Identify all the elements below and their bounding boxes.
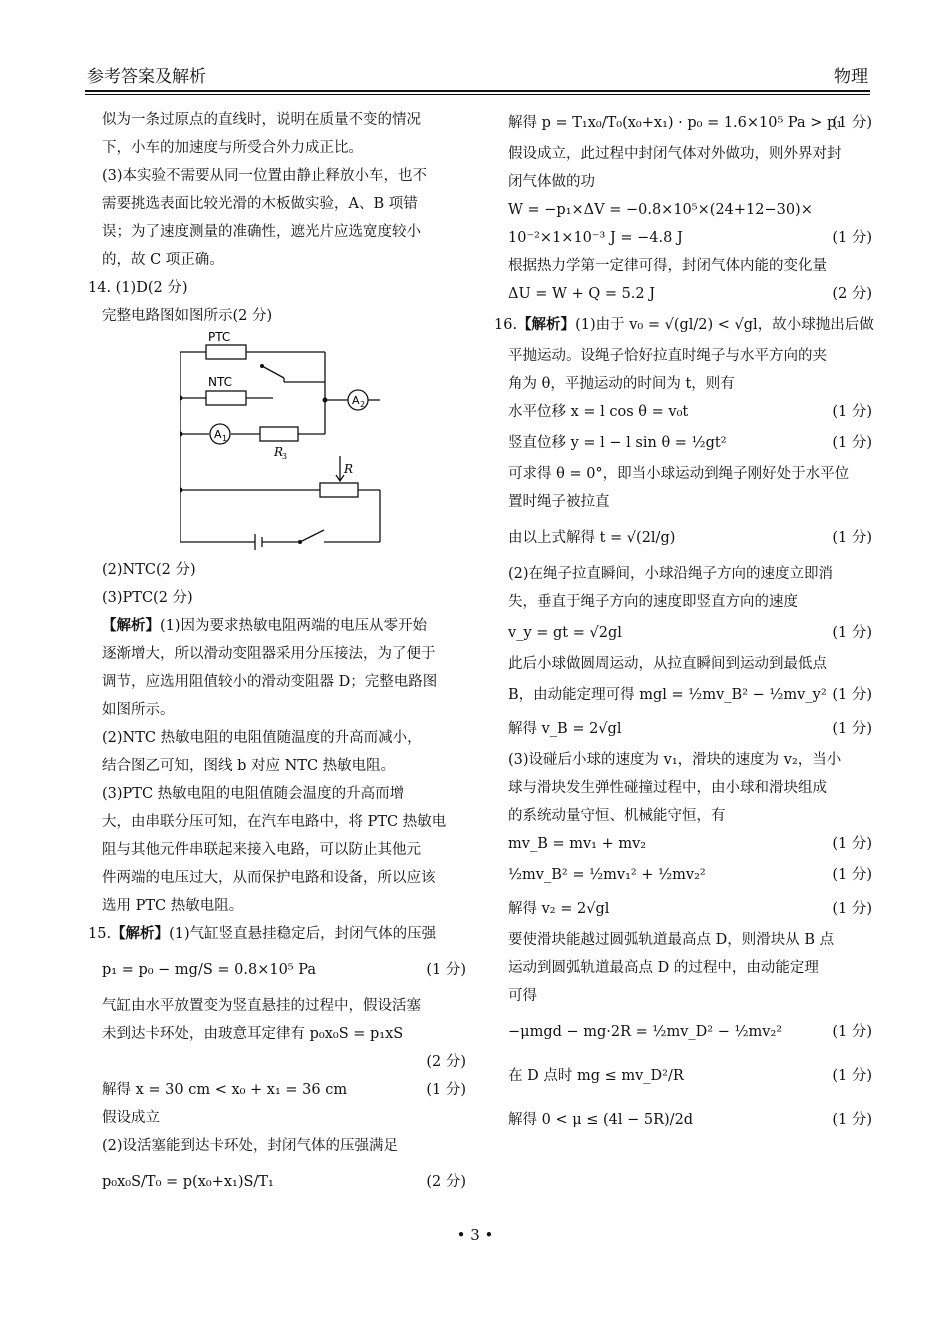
- explanation-tag: 【解析】: [102, 617, 160, 634]
- score: (1 分): [832, 1024, 872, 1040]
- circuit-diagram: [180, 330, 400, 556]
- score: (1 分): [832, 115, 872, 131]
- r3-label: R: [274, 445, 284, 459]
- text-line: (2)设活塞能到达卡环处，封闭气体的压强满足: [102, 1138, 399, 1154]
- page-number: • 3 •: [456, 1226, 494, 1244]
- text-line: 运动到圆弧轨道最高点 D 的过程中，由动能定理: [508, 960, 819, 976]
- text-line: 调节，应选用阻值较小的滑动变阻器 D；完整电路图: [102, 674, 438, 690]
- text-line: 逐渐增大，所以滑动变阻器采用分压接法，为了便于: [102, 646, 436, 662]
- text-line: 角为 θ，平抛运动的时间为 t，则有: [508, 376, 735, 392]
- score: (1 分): [832, 836, 872, 852]
- text-line: (2)NTC 热敏电阻的电阻值随温度的升高而减小，: [102, 730, 422, 746]
- r-label: R: [344, 462, 354, 476]
- text-line: 如图所示。: [102, 702, 175, 718]
- header-rule-thin: [85, 94, 870, 95]
- a2-sub: 2: [360, 400, 366, 409]
- text-line: 误；为了速度测量的准确性，遮光片应选宽度较小: [102, 224, 421, 240]
- text-line: 件两端的电压过大，从而保护电路和设备，所以应该: [102, 870, 436, 886]
- text-line: 可得: [508, 988, 537, 1004]
- equation-line: ΔU = W + Q = 5.2 J (2 分): [494, 280, 872, 308]
- left-column: [88, 106, 466, 1204]
- r3-resistor: [260, 427, 298, 441]
- text-line: 完整电路图如图所示(2 分): [102, 308, 273, 324]
- score: (2 分): [832, 286, 872, 302]
- question-16-heading: 16.【解析】(1)由于 v₀ = √(gl/2) < √gl，故小球抛出后做: [494, 316, 874, 333]
- header-title: 参考答案及解析: [87, 67, 206, 87]
- text-line: 可求得 θ = 0°，即当小球运动到绳子刚好处于水平位: [508, 466, 850, 482]
- score: (1 分): [832, 404, 872, 420]
- text-line: 平抛运动。设绳子恰好拉直时绳子与水平方向的夹: [508, 348, 827, 364]
- score: (1 分): [832, 901, 872, 917]
- text-line: 闭气体做的功: [508, 174, 595, 190]
- header-rule-thick: [85, 90, 870, 92]
- equation-line: 由以上式解得 t = √(2l/g) (1 分): [494, 516, 872, 560]
- text-line: 似为一条过原点的直线时，说明在质量不变的情况: [102, 112, 421, 128]
- ntc-resistor: [206, 391, 246, 405]
- page-header: [85, 60, 870, 88]
- equation-line: p₁ = p₀ − mg/S = 0.8×10⁵ Pa (1 分): [88, 948, 466, 992]
- a2-label: A: [352, 394, 360, 407]
- equation-line: B，由动能定理可得 mgl = ½mv_B² − ½mv_y² (1 分): [494, 678, 872, 712]
- score: (1 分): [832, 1112, 872, 1128]
- ptc-label: PTC: [208, 330, 231, 344]
- score: (1 分): [832, 435, 872, 451]
- equation-line: 解得 0 < μ ≤ (4l − 5R)/2d (1 分): [494, 1098, 872, 1142]
- equation-line: 水平位移 x = l cos θ = v₀t (1 分): [494, 398, 872, 426]
- text-line: 根据热力学第一定律可得，封闭气体内能的变化量: [508, 258, 827, 274]
- text-line: (2)在绳子拉直瞬间，小球沿绳子方向的速度立即消: [508, 566, 834, 582]
- text-line: 大，由串联分压可知，在汽车电路中，将 PTC 热敏电: [102, 814, 447, 830]
- equation-line: 10⁻²×1×10⁻³ J = −4.8 J (1 分): [494, 224, 872, 252]
- score: (1 分): [426, 1082, 466, 1098]
- score: (1 分): [832, 625, 872, 641]
- text-line: 假设成立: [102, 1110, 160, 1126]
- score: (2 分): [426, 1174, 466, 1190]
- score: (1 分): [832, 721, 872, 737]
- question-15-heading: 15.【解析】(1)气缸竖直悬挂稳定后，封闭气体的压强: [88, 925, 437, 942]
- answer-3: (3)PTC(2 分): [102, 590, 193, 606]
- text-line: 未到达卡环处，由玻意耳定律有 p₀x₀S = p₁xS: [102, 1026, 404, 1042]
- score: (1 分): [832, 687, 872, 703]
- equation-line: 解得 p = T₁x₀/T₀(x₀+x₁) · p₀ = 1.6×10⁵ Pa > p₁ (1 分): [494, 106, 872, 140]
- question-14-heading: 14. (1)D(2 分): [88, 280, 188, 296]
- ntc-label: NTC: [208, 375, 232, 389]
- text-line: 下，小车的加速度与所受合外力成正比。: [102, 140, 363, 156]
- text-line: (3)PTC 热敏电阻的电阻值随会温度的升高而增: [102, 786, 405, 802]
- score: (1 分): [426, 962, 466, 978]
- equation-line: 解得 v_B = 2√gl (1 分): [494, 712, 872, 746]
- equation-line: −μmgd − mg·2R = ½mv_D² − ½mv₂² (1 分): [494, 1010, 872, 1054]
- text-line: (3)设碰后小球的速度为 v₁，滑块的速度为 v₂，当小: [508, 752, 842, 768]
- text-line: 要使滑块能越过圆弧轨道最高点 D，则滑块从 B 点: [508, 932, 835, 948]
- equation-line: mv_B = mv₁ + mv₂ (1 分): [494, 830, 872, 858]
- circuit-svg: [180, 330, 400, 556]
- score: (2 分): [426, 1054, 466, 1070]
- equation-line: ½mv_B² = ½mv₁² + ½mv₂² (1 分): [494, 858, 872, 892]
- score: (1 分): [832, 230, 872, 246]
- rheostat: [320, 483, 358, 497]
- equation-line: 解得 x = 30 cm < x₀ + x₁ = 36 cm (1 分): [88, 1076, 466, 1104]
- text-line: 的，故 C 项正确。: [102, 252, 224, 268]
- right-column: [494, 106, 872, 1142]
- text-line: 需要挑选表面比较光滑的木板做实验，A、B 项错: [102, 196, 418, 212]
- score: (1 分): [832, 867, 872, 883]
- header-subject: 物理: [834, 67, 868, 87]
- equation-line: 竖直位移 y = l − l sin θ = ½gt² (1 分): [494, 426, 872, 460]
- equation-line: 在 D 点时 mg ≤ mv_D²/R (1 分): [494, 1054, 872, 1098]
- text-line: 的系统动量守恒、机械能守恒，有: [508, 808, 726, 824]
- equation-line: 解得 v₂ = 2√gl (1 分): [494, 892, 872, 926]
- answer-2: (2)NTC(2 分): [102, 562, 196, 578]
- text-line: 气缸由水平放置变为竖直悬挂的过程中，假设活塞: [102, 998, 421, 1014]
- text-line: 此后小球做圆周运动，从拉直瞬间到运动到最低点: [508, 656, 827, 672]
- text-line: 选用 PTC 热敏电阻。: [102, 898, 244, 914]
- ptc-resistor: [206, 345, 246, 359]
- score: (1 分): [832, 530, 872, 546]
- text-line: 球与滑块发生弹性碰撞过程中，由小球和滑块组成: [508, 780, 827, 796]
- r3-sub: 3: [282, 452, 288, 461]
- a1-sub: 1: [222, 434, 228, 443]
- explanation-line: 【解析】(1)因为要求热敏电阻两端的电压从零开始: [102, 617, 428, 634]
- equation-line: v_y = gt = √2gl (1 分): [494, 616, 872, 650]
- equation-line: p₀x₀S/T₀ = p(x₀+x₁)S/T₁ (2 分): [88, 1160, 466, 1204]
- score: (1 分): [832, 1068, 872, 1084]
- text-line: 置时绳子被拉直: [508, 494, 610, 510]
- text-line: 假设成立，此过程中封闭气体对外做功，则外界对封: [508, 146, 842, 162]
- text-line: 结合图乙可知，图线 b 对应 NTC 热敏电阻。: [102, 758, 396, 774]
- text-line: 阻与其他元件串联起来接入电路，可以防止其他元: [102, 842, 421, 858]
- equation-line: W = −p₁×ΔV = −0.8×10⁵×(24+12−30)×: [508, 202, 813, 218]
- a1-label: A: [214, 428, 222, 441]
- text-line: 失，垂直于绳子方向的速度即竖直方向的速度: [508, 594, 798, 610]
- text-line: (3)本实验不需要从同一位置由静止释放小车，也不: [102, 168, 428, 184]
